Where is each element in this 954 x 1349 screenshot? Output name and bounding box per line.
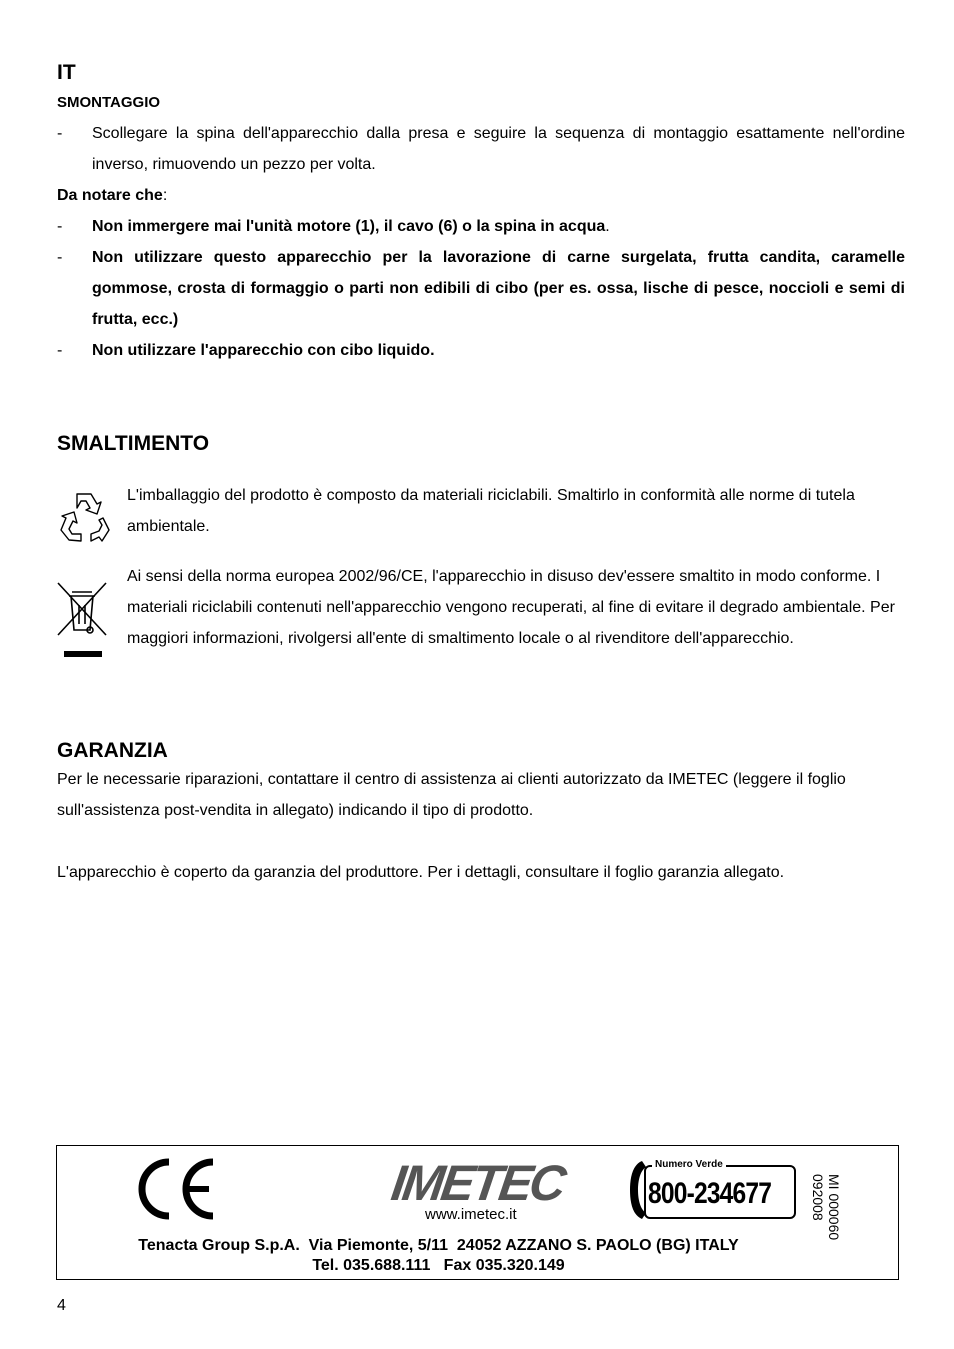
disassembly-instruction: Scollegare la spina dell'apparecchio dalla presa e seguire la sequenza di montaggio esattamente nell'ordine inverso, rimuovendo un pezzo per volta. [92,125,905,173]
warning-1: Non immergere mai l'unità motore (1), il cavo (6) o la spina in acqua [92,218,606,235]
section-title-garanzia: GARANZIA [57,739,168,762]
warning-3: Non utilizzare l'apparecchio con cibo liquido. [92,342,435,359]
list-dash: - [57,218,63,235]
warranty-coverage-text: L'apparecchio è coperto da garanzia del produttore. Per i dettagli, consultare il foglio garanzia allegato. [57,864,785,881]
warning-text [92,211,905,242]
document-code-line-1: MI 000060 [826,1174,842,1241]
manufacturer-footer [56,1145,899,1280]
list-item [57,335,905,366]
company-address: Tenacta Group S.p.A. Via Piemonte, 5/11 24052 AZZANO S. PAOLO (BG) ITALY [138,1237,739,1254]
imetec-logo: IMETEC [388,1155,567,1211]
toll-free-number: 800-234677 [648,1177,772,1210]
list-item [57,211,905,242]
packaging-recycling-text: L'imballaggio del prodotto è composto da materiali riciclabili. Smaltirlo in conformità alle norme di tutela ambientale. [127,487,855,535]
weee-disposal-text: Ai sensi della norma europea 2002/96/CE, l'apparecchio in disuso dev'essere smaltito in modo conforme. I materiali riciclabili contenuti nell'apparecchio vengono recuperati, al fine di evitare il degrado ambientale. Per maggiori informazioni, rivolgersi all'ente di smaltimento locale o al rivenditore dell'apparecchio. [127,568,895,647]
list-dash: - [57,249,63,266]
recycle-icon [55,488,113,546]
note-intro [57,180,167,211]
toll-free-badge [628,1159,800,1221]
warning-1-end: . [605,218,610,235]
document-code-line-2: 092008 [810,1174,826,1221]
website-url: www.imetec.it [425,1206,517,1223]
warranty-repair-text: Per le necessarie riparazioni, contattare il centro di assistenza ai clienti autorizzato da IMETEC (leggere il foglio sull'assistenza post-vendita in allegato) indicando il tipo di prodotto. [57,771,846,819]
warning-2: Non utilizzare questo apparecchio per la lavorazione di carne surgelata, frutta candita, caramelle gommose, crosta di formaggio o parti non edibili di cibo (per es. ossa, lische di pesce, noccioli e semi di frutta, ecc.) [92,249,905,328]
language-code: IT [57,61,76,84]
crossed-bin-icon [55,580,109,660]
list-item [57,118,905,180]
company-contacts: Tel. 035.688.111 Fax 035.320.149 [312,1257,565,1274]
page-number: 4 [57,1297,66,1314]
list-item [57,242,905,335]
section-title-smontaggio: SMONTAGGIO [57,94,161,111]
note-colon: : [162,187,168,204]
ce-mark-logo [135,1158,217,1225]
list-dash: - [57,125,63,142]
section-title-smaltimento: SMALTIMENTO [57,432,210,455]
note-label: Da notare che [57,187,163,204]
toll-free-label: Numero Verde [652,1159,726,1171]
list-dash: - [57,342,63,359]
